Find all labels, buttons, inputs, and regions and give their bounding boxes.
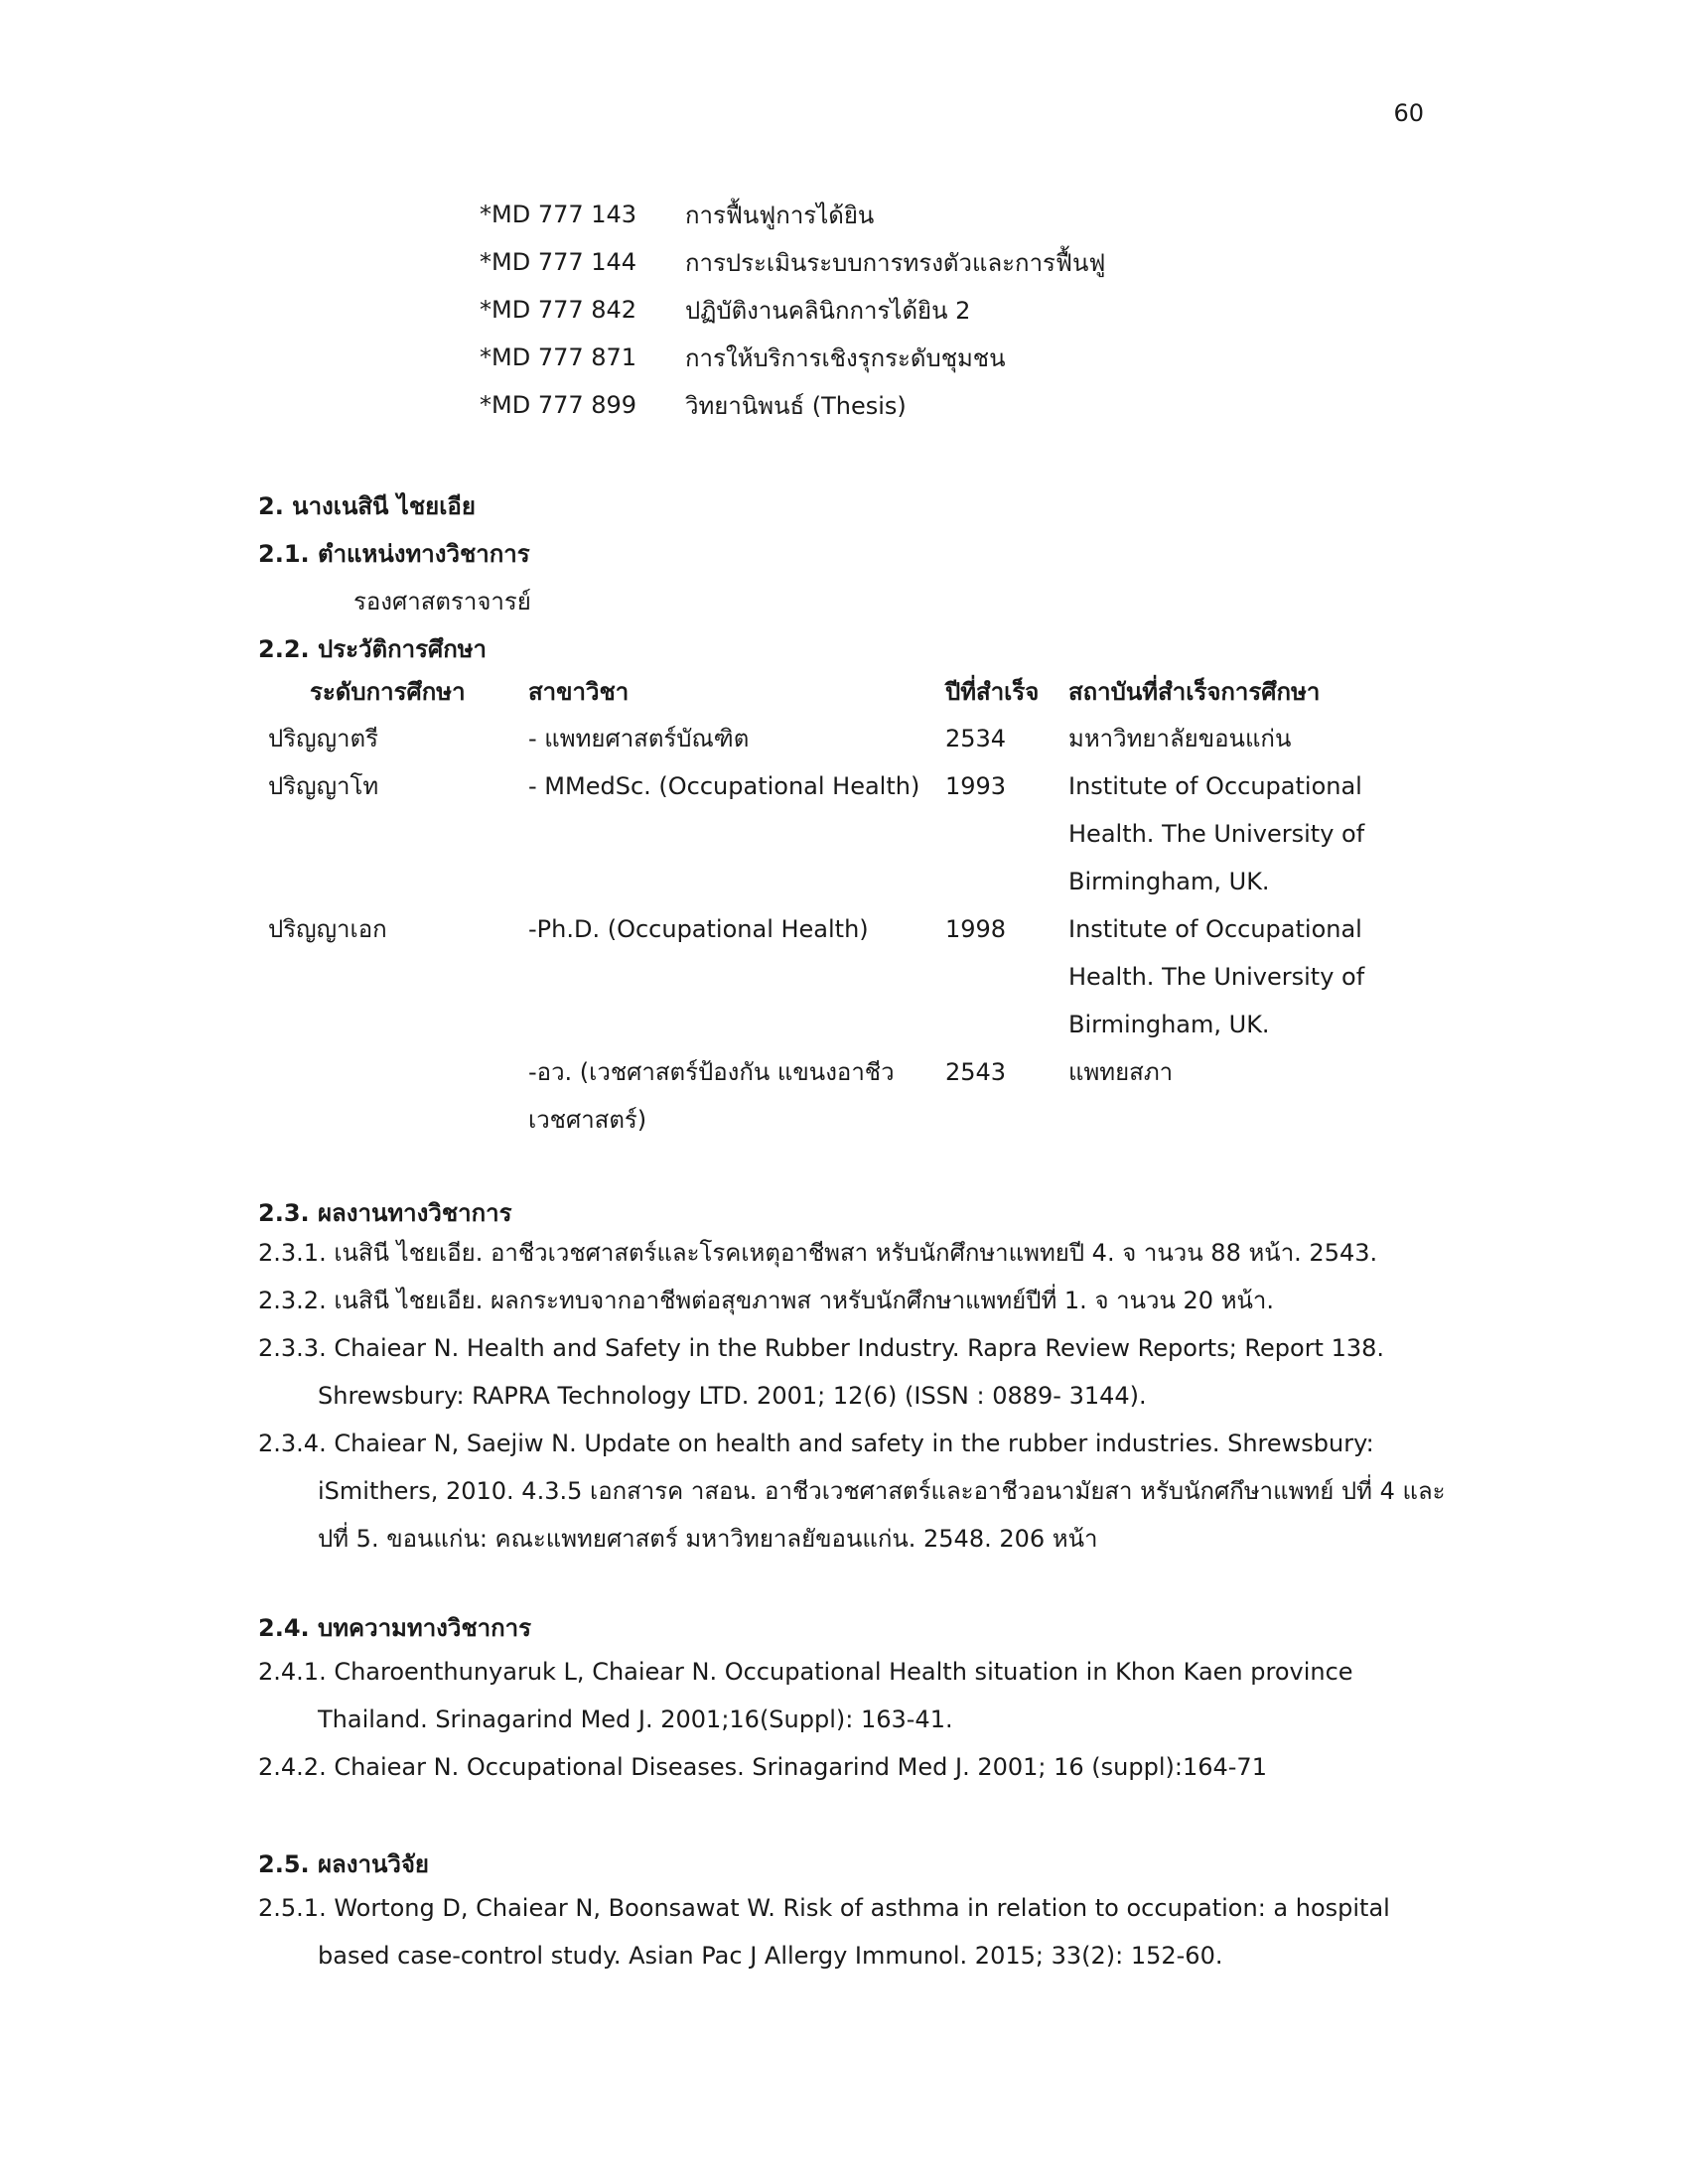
list-item: 2.3.4. Chaiear N, Saejiw N. Update on health and safety in the rubber industries. Shrewsbury: iSmithers, 2010. 4.3.5 เอกสารค าสอน. อาชีวเวชศาสตร์และอาชีวอนามัยสา หรับนักศกึษาแพทย์ ปที่ 4 และปที่ 5. ขอนแก่น: คณะแพทยศาสตร์ มหาวิทยาลยัขอนแก่น. 2548. 206 หน้า <box>258 1430 1446 1553</box>
cell-level: ปริญญาตรี <box>268 725 378 752</box>
header-institution: สถาบันที่สำเร็จการศึกษา <box>1068 677 1321 706</box>
list-item: 2.5.1. Wortong D, Chaiear N, Boonsawat W. Risk of asthma in relation to occupation: a hospital based case-control study. Asian Pac J Allergy Immunol. 2015; 33(2): 152-60. <box>258 1894 1390 1970</box>
cell-field: - MMedSc. (Occupational Health) <box>528 772 920 800</box>
course-name: วิทยานิพนธ์ (Thesis) <box>685 391 907 420</box>
cell-field: -Ph.D. (Occupational Health) <box>528 915 869 943</box>
course-row <box>480 238 1105 286</box>
list-item: 2.4.1. Charoenthunyaruk L, Chaiear N. Occupational Health situation in Khon Kaen province Thailand. Srinagarind Med J. 2001;16(Suppl): 163-41. <box>258 1658 1353 1733</box>
position-heading: 2.1. ตำแหน่งทางวิชาการ <box>258 540 530 568</box>
course-code: *MD 777 144 <box>480 248 637 276</box>
list-item: 2.3.3. Chaiear N. Health and Safety in the Rubber Industry. Rapra Review Reports; Report 138. Shrewsbury: RAPRA Technology LTD. 2001; 12(6) (ISSN : 0889- 3144). <box>258 1334 1385 1410</box>
cell-institution: แพทยสภา <box>1068 1058 1174 1086</box>
academic-works-list <box>258 1229 1450 1563</box>
course-name: การฟื้นฟูการได้ยิน <box>685 201 875 229</box>
header-year: ปีที่สำเร็จ <box>945 677 1040 706</box>
table-row <box>268 762 1460 905</box>
list-item: 2.3.1. เนสินี ไชยเอีย. อาชีวเวชศาสตร์และโรคเหตุอาชีพสา หรับนักศึกษาแพทยปี 4. จ านวน 88 หน้า. 2543. <box>258 1239 1378 1267</box>
cell-institution: Institute of Occupational Health. The University of Birmingham, UK. <box>1068 915 1365 1038</box>
course-code: *MD 777 899 <box>480 391 637 419</box>
course-name: ปฏิบัติงานคลินิกการได้ยิน 2 <box>685 296 971 325</box>
course-list <box>480 191 1105 429</box>
course-row <box>480 334 1105 381</box>
course-row <box>480 381 1105 429</box>
position-value: รองศาสตราจารย์ <box>353 588 531 615</box>
course-row <box>480 191 1105 238</box>
education-heading: 2.2. ประวัติการศึกษา <box>258 635 488 663</box>
table-row <box>268 905 1460 1048</box>
cell-level <box>268 1048 528 1144</box>
person-heading: 2. นางเนสินี ไชยเอีย <box>258 492 476 520</box>
course-code: *MD 777 842 <box>480 296 637 324</box>
education-table <box>268 667 1460 1144</box>
cell-institution: มหาวิทยาลัยขอนแก่น <box>1068 725 1292 752</box>
research-list <box>258 1884 1450 1979</box>
course-code: *MD 777 871 <box>480 343 637 371</box>
education-table-header <box>268 667 1460 715</box>
course-code: *MD 777 143 <box>480 201 637 228</box>
cell-year: 2534 <box>945 725 1007 752</box>
list-item: 2.4.2. Chaiear N. Occupational Diseases. Srinagarind Med J. 2001; 16 (suppl):164-71 <box>258 1753 1267 1781</box>
research-heading: 2.5. ผลงานวิจัย <box>258 1850 429 1878</box>
course-name: การประเมินระบบการทรงตัวและการฟื้นฟู <box>685 248 1106 277</box>
course-name: การให้บริการเชิงรุกระดับชุมชน <box>685 343 1006 372</box>
cell-year: 2543 <box>945 1058 1007 1086</box>
cell-field: -อว. (เวชศาสตร์ป้องกัน แขนงอาชีวเวชศาสตร์) <box>528 1058 895 1134</box>
cell-year: 1993 <box>945 772 1007 800</box>
list-item: 2.3.2. เนสินี ไชยเอีย. ผลกระทบจากอาชีพต่อสุขภาพส าหรับนักศึกษาแพทย์ปีที่ 1. จ านวน 20 หน้า. <box>258 1287 1275 1314</box>
cell-year: 1998 <box>945 915 1007 943</box>
header-level: ระดับการศึกษา <box>310 677 466 706</box>
cell-level: ปริญญาเอก <box>268 915 387 943</box>
cell-field: - แพทยศาสตร์บัณฑิต <box>528 725 750 752</box>
cell-level: ปริญญาโท <box>268 772 379 800</box>
table-row <box>268 715 1460 762</box>
academic-works-heading: 2.3. ผลงานทางวิชาการ <box>258 1199 512 1227</box>
articles-heading: 2.4. บทความทางวิชาการ <box>258 1614 532 1642</box>
articles-list <box>258 1648 1450 1791</box>
course-row <box>480 286 1105 334</box>
table-row <box>268 1048 1460 1144</box>
cell-institution: Institute of Occupational Health. The University of Birmingham, UK. <box>1068 772 1365 895</box>
header-field: สาขาวิชา <box>528 677 630 706</box>
page-number: 60 <box>1393 99 1424 127</box>
